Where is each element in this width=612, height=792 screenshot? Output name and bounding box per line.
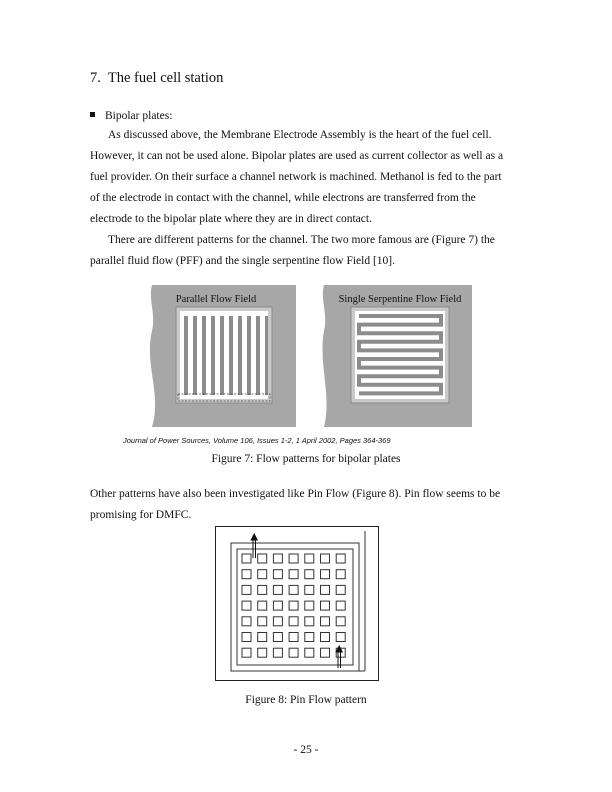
pin xyxy=(336,633,345,642)
section-heading xyxy=(90,70,223,87)
pin xyxy=(289,601,298,610)
serpentine-flow-label: Single Serpentine Flow Field xyxy=(338,294,462,305)
section-number: 7. xyxy=(90,70,101,86)
pin xyxy=(258,554,267,563)
pin xyxy=(321,633,330,642)
parallel-flow-label: Parallel Flow Field xyxy=(175,294,257,305)
pin xyxy=(321,570,330,579)
page-number: - 25 - xyxy=(293,744,319,756)
paragraph-channel-patterns xyxy=(90,230,522,272)
text-line: parallel fluid flow (PFF) and the single serpentine flow Field [10]. xyxy=(90,255,396,267)
paragraph-pin-flow xyxy=(90,484,522,526)
bullet-label: Bipolar plates: xyxy=(105,110,173,122)
pin xyxy=(336,554,345,563)
pin xyxy=(305,585,314,594)
pin xyxy=(289,554,298,563)
pin xyxy=(321,617,330,626)
pin xyxy=(242,585,251,594)
figure-8-pin-flow xyxy=(215,526,379,681)
pin xyxy=(258,570,267,579)
pin xyxy=(273,585,282,594)
pin xyxy=(305,554,314,563)
section-title: The fuel cell station xyxy=(107,70,224,86)
pin xyxy=(273,554,282,563)
pin xyxy=(242,648,251,657)
pin xyxy=(289,585,298,594)
pin xyxy=(258,585,267,594)
pin xyxy=(273,648,282,657)
pin xyxy=(336,601,345,610)
pin xyxy=(258,617,267,626)
pin xyxy=(273,633,282,642)
paragraph-bipolar-plates xyxy=(90,125,522,230)
text-line: promising for DMFC. xyxy=(90,509,192,521)
pin xyxy=(289,570,298,579)
pin xyxy=(336,617,345,626)
pin xyxy=(242,601,251,610)
text-line: However, it can not be used alone. Bipolar plates are used as current collector as well as a xyxy=(90,150,504,162)
pin xyxy=(242,554,251,563)
pin xyxy=(305,617,314,626)
pin xyxy=(258,648,267,657)
pin xyxy=(242,617,251,626)
figure-8-caption: Figure 8: Pin Flow pattern xyxy=(245,694,367,706)
text-line: of the electrode in contact with the channel, while electrons are transferred from the xyxy=(90,192,476,204)
pin xyxy=(305,633,314,642)
figure-7-caption: Figure 7: Flow patterns for bipolar plates xyxy=(211,453,401,465)
pin xyxy=(273,601,282,610)
pin xyxy=(305,570,314,579)
text-line: Other patterns have also been investigated like Pin Flow (Figure 8). Pin flow seems to be xyxy=(90,488,501,500)
pin xyxy=(305,601,314,610)
pin xyxy=(336,570,345,579)
pin xyxy=(273,570,282,579)
pin xyxy=(258,601,267,610)
bullet-item xyxy=(90,110,172,122)
pin xyxy=(289,633,298,642)
pin xyxy=(273,617,282,626)
pin xyxy=(321,648,330,657)
pin xyxy=(258,633,267,642)
pin xyxy=(321,554,330,563)
text-line: There are different patterns for the channel. The two more famous are (Figure 7) the xyxy=(108,234,495,246)
pin xyxy=(321,585,330,594)
figure-7-source: Journal of Power Sources, Volume 106, Issues 1-2, 1 April 2002, Pages 364-369 xyxy=(123,436,391,445)
text-line: As discussed above, the Membrane Electrode Assembly is the heart of the fuel cell. xyxy=(108,129,492,141)
pin xyxy=(289,648,298,657)
pin xyxy=(305,648,314,657)
text-line: electrode to the bipolar plate where they are in direct contact. xyxy=(90,213,372,225)
pin xyxy=(321,601,330,610)
pin-grid xyxy=(242,554,345,657)
pin xyxy=(242,633,251,642)
bullet-marker xyxy=(90,112,95,117)
figure-7-flow-patterns xyxy=(140,283,476,431)
pin xyxy=(242,570,251,579)
pin xyxy=(289,617,298,626)
pin xyxy=(336,585,345,594)
text-line: fuel provider. On their surface a channel network is machined. Methanol is fed to the part xyxy=(90,171,502,183)
